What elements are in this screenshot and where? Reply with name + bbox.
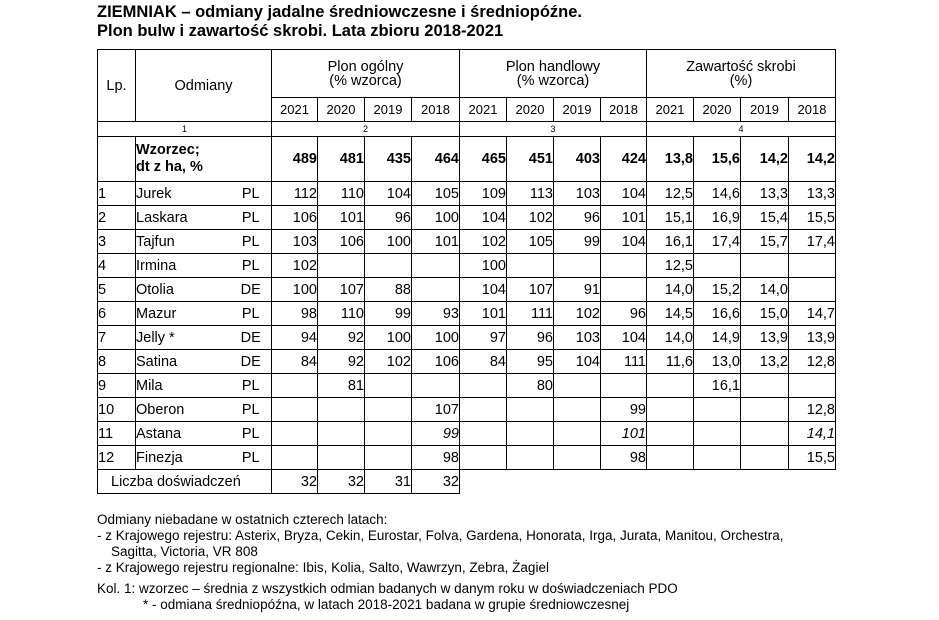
note-line-2: - z Krajowego rejestru: Asterix, Bryza, Cekin, Eurostar, Folva, Gardena, Honorata, Irga, Jurata, Manitou, Orchestra, [97,528,784,543]
value-cell [789,374,836,398]
value-cell: 96 [365,206,412,230]
wzorzec-value: 481 [318,137,365,182]
value-cell: 106 [412,350,460,374]
variety-register: PL [231,230,272,254]
note-line-6: * - odmiana średniopóźna, w latach 2018-2021 badana w grupie średniowczesnej [143,597,630,612]
variety-name: Irmina [136,254,231,278]
col-index: 3 [460,122,647,137]
header-odmiany: Odmiany [136,50,272,122]
value-cell: 11,6 [647,350,694,374]
value-cell: 107 [412,398,460,422]
value-cell: 12,5 [647,254,694,278]
value-cell: 104 [365,182,412,206]
value-cell: 94 [272,326,318,350]
value-cell: 16,6 [694,302,741,326]
value-cell: 14,7 [789,302,836,326]
value-cell [507,398,554,422]
header-plon-ogolny-line2: (% wzorca) [329,72,402,89]
value-cell: 100 [412,206,460,230]
row-lp: 9 [98,374,136,398]
wzorzec-lp [98,137,136,182]
row-lp: 4 [98,254,136,278]
col-index: 2 [272,122,460,137]
year-cell: 2020 [694,98,741,122]
value-cell: 107 [318,278,365,302]
value-cell: 92 [318,326,365,350]
note-line-4: - z Krajowego rejestru regionalne: Ibis, Kolia, Salto, Wawrzyn, Zebra, Żagiel [97,560,549,575]
value-cell: 15,4 [741,206,789,230]
year-cell: 2019 [741,98,789,122]
row-lp: 1 [98,182,136,206]
variety-name: Laskara [136,206,231,230]
value-cell: 14,1 [789,422,836,446]
value-cell: 16,9 [694,206,741,230]
value-cell [507,422,554,446]
table-row [98,446,836,470]
variety-register: PL [231,254,272,278]
value-cell: 107 [507,278,554,302]
wzorzec-label [136,137,272,182]
value-cell: 103 [554,326,601,350]
variety-name: Mila [136,374,231,398]
table-row [98,278,836,302]
wzorzec-value: 13,8 [647,137,694,182]
variety-register: DE [231,326,272,350]
value-cell: 13,3 [741,182,789,206]
table-row [98,350,836,374]
value-cell: 103 [272,230,318,254]
value-cell [412,374,460,398]
value-cell: 102 [272,254,318,278]
value-cell: 14,6 [694,182,741,206]
wzorzec-label-line2: dt z ha, % [136,159,203,175]
value-cell [694,446,741,470]
row-lp: 8 [98,350,136,374]
value-cell: 99 [601,398,647,422]
variety-name: Mazur [136,302,231,326]
notes [97,512,784,613]
value-cell [647,422,694,446]
wzorzec-value: 464 [412,137,460,182]
col-index: 1 [98,122,272,137]
variety-name: Jelly * [136,326,231,350]
value-cell [741,398,789,422]
header-row-1 [98,50,836,98]
value-cell [554,374,601,398]
value-cell: 13,9 [741,326,789,350]
yield-table [97,49,836,494]
column-index-row [98,122,836,137]
title-line-1: ZIEMNIAK – odmiany jadalne średniowczesne i średniopóźne. [97,3,583,21]
table-row [98,230,836,254]
value-cell [460,374,507,398]
value-cell: 14,0 [647,278,694,302]
wzorzec-value: 14,2 [741,137,789,182]
row-lp: 12 [98,446,136,470]
value-cell: 104 [601,182,647,206]
wzorzec-value: 14,2 [789,137,836,182]
value-cell: 106 [272,206,318,230]
value-cell [460,398,507,422]
value-cell [601,374,647,398]
year-cell: 2021 [272,98,318,122]
variety-register: PL [231,398,272,422]
value-cell [741,374,789,398]
value-cell: 102 [460,230,507,254]
value-cell: 80 [507,374,554,398]
value-cell: 101 [318,206,365,230]
value-cell: 15,0 [741,302,789,326]
value-cell [412,254,460,278]
note-line-5: Kol. 1: wzorzec – średnia z wszystkich odmian badanych w danym roku w doświadczeniach PDO [97,581,678,596]
year-cell: 2018 [412,98,460,122]
year-cell: 2019 [554,98,601,122]
year-cell: 2018 [789,98,836,122]
table-row [98,374,836,398]
value-cell: 102 [554,302,601,326]
table-row [98,326,836,350]
value-cell [554,446,601,470]
wzorzec-value: 15,6 [694,137,741,182]
liczba-value: 32 [412,470,460,494]
value-cell [554,422,601,446]
value-cell [272,374,318,398]
liczba-value: 32 [318,470,365,494]
value-cell: 105 [412,182,460,206]
liczba-value: 32 [272,470,318,494]
variety-name: Oberon [136,398,231,422]
value-cell: 104 [460,206,507,230]
value-cell [554,398,601,422]
value-cell [365,422,412,446]
title-line-2: Plon bulw i zawartość skrobi. Lata zbioru 2018-2021 [97,22,504,40]
table-row [98,182,836,206]
value-cell: 109 [460,182,507,206]
value-cell: 15,1 [647,206,694,230]
value-cell: 96 [507,326,554,350]
value-cell: 15,5 [789,206,836,230]
value-cell [647,374,694,398]
variety-register: PL [231,182,272,206]
value-cell: 15,2 [694,278,741,302]
variety-register: DE [231,278,272,302]
value-cell: 92 [318,350,365,374]
liczba-value: 31 [365,470,412,494]
table-row [98,422,836,446]
value-cell: 95 [507,350,554,374]
variety-name: Jurek [136,182,231,206]
value-cell [318,398,365,422]
year-cell: 2021 [460,98,507,122]
row-lp: 11 [98,422,136,446]
wzorzec-value: 465 [460,137,507,182]
header-skrobia-line1: Zawartość skrobi [686,58,796,75]
row-lp: 7 [98,326,136,350]
liczba-row [98,470,836,494]
value-cell: 13,9 [789,326,836,350]
year-cell: 2018 [601,98,647,122]
value-cell [318,254,365,278]
table-row [98,302,836,326]
header-plon-ogolny-line1: Plon ogólny [327,58,404,75]
col-index: 4 [647,122,836,137]
wzorzec-value: 451 [507,137,554,182]
value-cell [365,398,412,422]
value-cell [694,398,741,422]
wzorzec-row [98,137,836,182]
value-cell: 99 [412,422,460,446]
liczba-empty [460,470,836,494]
value-cell: 96 [554,206,601,230]
variety-register: PL [231,422,272,446]
value-cell [365,254,412,278]
value-cell [507,254,554,278]
variety-name: Satina [136,350,231,374]
year-cell: 2019 [365,98,412,122]
table-row [98,398,836,422]
value-cell: 110 [318,182,365,206]
value-cell [318,422,365,446]
value-cell: 98 [412,446,460,470]
value-cell: 100 [365,230,412,254]
value-cell: 17,4 [694,230,741,254]
value-cell: 12,5 [647,182,694,206]
wzorzec-label-line1: Wzorzec; [136,142,200,158]
value-cell: 111 [507,302,554,326]
value-cell [365,446,412,470]
row-lp: 10 [98,398,136,422]
value-cell [789,254,836,278]
value-cell: 17,4 [789,230,836,254]
value-cell: 91 [554,278,601,302]
value-cell: 106 [318,230,365,254]
value-cell: 16,1 [694,374,741,398]
value-cell: 16,1 [647,230,694,254]
value-cell: 104 [601,326,647,350]
value-cell: 88 [365,278,412,302]
value-cell: 112 [272,182,318,206]
value-cell [789,278,836,302]
value-cell: 102 [507,206,554,230]
variety-name: Astana [136,422,231,446]
value-cell: 100 [412,326,460,350]
value-cell [741,446,789,470]
value-cell [460,446,507,470]
value-cell [647,446,694,470]
value-cell: 15,7 [741,230,789,254]
header-lp: Lp. [98,50,136,122]
value-cell: 101 [601,206,647,230]
value-cell [412,278,460,302]
value-cell: 14,0 [741,278,789,302]
value-cell: 99 [365,302,412,326]
value-cell: 104 [460,278,507,302]
variety-name: Finezja [136,446,231,470]
value-cell: 93 [412,302,460,326]
year-cell: 2020 [318,98,365,122]
value-cell [741,254,789,278]
value-cell: 100 [365,326,412,350]
header-plon-ogolny [272,50,460,98]
value-cell: 14,9 [694,326,741,350]
header-skrobia-line2: (%) [729,72,753,89]
value-cell: 13,3 [789,182,836,206]
note-line-3: Sagitta, Victoria, VR 808 [111,544,258,559]
liczba-label: Liczba doświadczeń [98,470,272,494]
value-cell: 101 [412,230,460,254]
value-cell: 104 [601,230,647,254]
table-row [98,206,836,230]
value-cell: 103 [554,182,601,206]
row-lp: 2 [98,206,136,230]
row-lp: 3 [98,230,136,254]
page-title [97,3,582,41]
variety-name: Tajfun [136,230,231,254]
value-cell [647,398,694,422]
value-cell: 111 [601,350,647,374]
note-line-1: Odmiany niebadane w ostatnich czterech latach: [97,512,388,527]
value-cell [272,422,318,446]
value-cell: 12,8 [789,350,836,374]
wzorzec-value: 403 [554,137,601,182]
value-cell [741,422,789,446]
value-cell: 104 [554,350,601,374]
value-cell: 81 [318,374,365,398]
value-cell: 98 [272,302,318,326]
variety-rows [98,182,836,470]
header-plon-handlowy-line2: (% wzorca) [516,72,590,89]
value-cell: 101 [460,302,507,326]
variety-register: PL [231,374,272,398]
value-cell [365,374,412,398]
value-cell: 101 [601,422,647,446]
value-cell: 98 [601,446,647,470]
value-cell: 14,5 [647,302,694,326]
header-plon-handlowy-line1: Plon handlowy [505,58,601,75]
wzorzec-value: 424 [601,137,647,182]
value-cell [601,254,647,278]
value-cell [554,254,601,278]
value-cell: 96 [601,302,647,326]
value-cell [507,446,554,470]
wzorzec-value: 489 [272,137,318,182]
row-lp: 5 [98,278,136,302]
value-cell [460,422,507,446]
row-lp: 6 [98,302,136,326]
value-cell: 84 [272,350,318,374]
value-cell: 110 [318,302,365,326]
value-cell [601,278,647,302]
header-plon-handlowy [460,50,647,98]
value-cell: 100 [272,278,318,302]
variety-name: Otolia [136,278,231,302]
value-cell: 14,0 [647,326,694,350]
value-cell [694,254,741,278]
value-cell [318,446,365,470]
value-cell [272,398,318,422]
value-cell: 12,8 [789,398,836,422]
year-cell: 2020 [507,98,554,122]
variety-register: PL [231,446,272,470]
value-cell: 99 [554,230,601,254]
value-cell [272,446,318,470]
variety-register: DE [231,350,272,374]
year-cell: 2021 [647,98,694,122]
value-cell: 15,5 [789,446,836,470]
variety-register: PL [231,302,272,326]
value-cell [694,422,741,446]
header-skrobia [647,50,836,98]
value-cell: 13,2 [741,350,789,374]
value-cell: 113 [507,182,554,206]
table-row [98,254,836,278]
value-cell: 13,0 [694,350,741,374]
value-cell: 84 [460,350,507,374]
wzorzec-value: 435 [365,137,412,182]
value-cell: 102 [365,350,412,374]
variety-register: PL [231,206,272,230]
value-cell: 97 [460,326,507,350]
value-cell: 100 [460,254,507,278]
value-cell: 105 [507,230,554,254]
